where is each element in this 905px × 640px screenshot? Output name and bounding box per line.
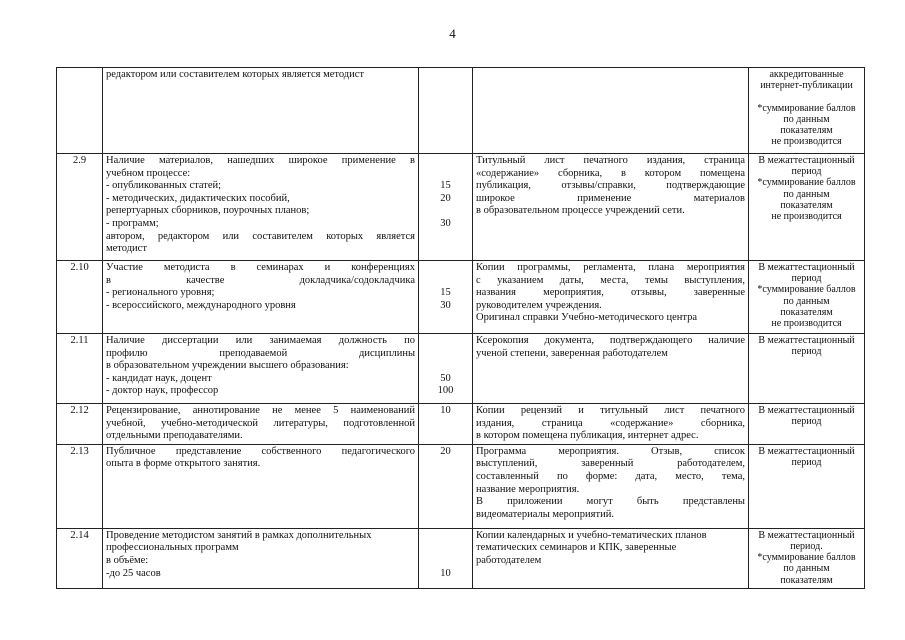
cell-line: 30 bbox=[440, 299, 451, 311]
criterion-cell bbox=[103, 528, 419, 588]
points-cell bbox=[419, 154, 473, 261]
table-row bbox=[57, 444, 865, 528]
cell-line: Программа мероприятия. Отзыв, список bbox=[476, 445, 745, 457]
cell-line: Участие методиста в семинарах и конференциях bbox=[106, 262, 415, 273]
cell-line: Публичное представление собственного педагогического bbox=[106, 445, 415, 457]
cell-line: в образовательном учреждении высшего образования: bbox=[106, 360, 349, 372]
points-cell bbox=[419, 261, 473, 334]
table-row bbox=[57, 261, 865, 334]
table-row bbox=[57, 528, 865, 588]
cell-line: аккредитованные bbox=[769, 69, 844, 80]
cell-line: профилю преподаваемой дисциплины bbox=[106, 347, 415, 359]
cell-line: 20 bbox=[440, 192, 451, 204]
item-number: 2.11 bbox=[57, 334, 103, 404]
cell-line: *суммирование баллов bbox=[757, 552, 856, 564]
cell-line: руководителем учреждения. bbox=[476, 299, 602, 311]
cell-line: ученой степени, заверенная работодателем bbox=[476, 347, 668, 359]
criterion-cell bbox=[103, 261, 419, 334]
item-number: 2.14 bbox=[57, 528, 103, 588]
cell-line: методист bbox=[106, 243, 147, 255]
note-cell bbox=[749, 68, 865, 154]
cell-line: в объёме: bbox=[106, 554, 149, 566]
cell-line: не производится bbox=[771, 136, 842, 148]
table-row bbox=[57, 154, 865, 261]
cell-line: в котором помещена публикация, интернет адрес. bbox=[476, 430, 699, 442]
item-number: 2.10 bbox=[57, 261, 103, 334]
cell-line: - всероссийского, международного уровня bbox=[106, 299, 296, 311]
cell-line: 15 bbox=[440, 287, 451, 299]
cell-line bbox=[422, 275, 469, 288]
cell-line: Копии рецензий и титульный лист печатного bbox=[476, 405, 745, 416]
cell-line: - регионального уровня; bbox=[106, 287, 215, 299]
cell-line: показателям bbox=[780, 199, 833, 211]
points-cell bbox=[419, 404, 473, 445]
documents-cell bbox=[473, 68, 749, 154]
cell-line: период bbox=[791, 456, 822, 468]
cell-line bbox=[422, 360, 469, 373]
cell-line bbox=[752, 91, 861, 102]
cell-line: - доктор наук, профессор bbox=[106, 385, 219, 397]
points-cell bbox=[419, 334, 473, 404]
cell-line: *суммирование баллов bbox=[757, 284, 856, 296]
criterion-cell bbox=[103, 444, 419, 528]
cell-line: Копии программы, регламента, плана мероприятия bbox=[476, 262, 745, 273]
criterion-cell bbox=[103, 404, 419, 445]
table-row bbox=[57, 404, 865, 445]
cell-line: профессиональных программ bbox=[106, 542, 239, 554]
cell-line: по данным bbox=[783, 563, 830, 575]
cell-line: «содержание» сборника, в котором помещена bbox=[476, 167, 745, 179]
cell-line: Титульный лист печатного издания, страница bbox=[476, 155, 745, 166]
cell-line bbox=[422, 168, 469, 181]
cell-line: с указанием даты, места, темы выступления, bbox=[476, 274, 745, 286]
cell-line: период bbox=[791, 416, 822, 428]
cell-line: в образовательном процессе учреждений сети. bbox=[476, 205, 685, 217]
cell-line: Рецензирование, аннотирование не менее 5 наименований bbox=[106, 405, 415, 416]
cell-line: по данным bbox=[783, 188, 830, 200]
cell-line: *суммирование баллов bbox=[757, 102, 856, 114]
documents-cell bbox=[473, 334, 749, 404]
points-cell bbox=[419, 528, 473, 588]
cell-line: период bbox=[791, 346, 822, 358]
criteria-table bbox=[56, 67, 865, 589]
cell-line: - программ; bbox=[106, 217, 159, 229]
cell-line: В межаттестационный bbox=[758, 529, 855, 541]
cell-line: - опубликованных статей; bbox=[106, 180, 222, 192]
note-cell bbox=[749, 404, 865, 445]
cell-line bbox=[422, 205, 469, 218]
cell-line: Проведение методистом занятий в рамках дополнительных bbox=[106, 529, 372, 541]
cell-line: *суммирование баллов bbox=[757, 177, 856, 189]
cell-line: показателям bbox=[780, 574, 833, 586]
note-cell bbox=[749, 154, 865, 261]
cell-line: В межаттестационный bbox=[758, 405, 855, 416]
item-number: 2.9 bbox=[57, 154, 103, 261]
cell-line: работодателем bbox=[476, 554, 542, 566]
page-number: 4 bbox=[449, 26, 456, 41]
cell-line: видеоматериалы мероприятий. bbox=[476, 508, 614, 520]
cell-line bbox=[422, 335, 469, 348]
cell-line bbox=[422, 542, 469, 555]
cell-line: широкое применение материалов bbox=[476, 192, 745, 204]
cell-line: тематических семинаров и КПК, заверенные bbox=[476, 542, 677, 554]
table-row bbox=[57, 334, 865, 404]
cell-line: -до 25 часов bbox=[106, 567, 161, 579]
note-cell bbox=[749, 334, 865, 404]
cell-line: 10 bbox=[440, 405, 451, 416]
documents-cell bbox=[473, 444, 749, 528]
cell-line: В межаттестационный bbox=[758, 335, 855, 346]
criterion-cell bbox=[103, 154, 419, 261]
item-number bbox=[57, 68, 103, 154]
cell-line: - методических, дидактических пособий, bbox=[106, 192, 290, 204]
criterion-cell bbox=[103, 334, 419, 404]
cell-line: выступлений, заверенный работодателем, bbox=[476, 458, 745, 470]
cell-line: интернет-публикации bbox=[760, 80, 853, 92]
cell-line: В приложении могут быть представлены bbox=[476, 496, 745, 508]
cell-line: по данным bbox=[783, 113, 830, 125]
cell-line: Оригинал справки Учебно-методического центра bbox=[476, 312, 697, 324]
documents-cell bbox=[473, 404, 749, 445]
cell-line: публикация, отзывы/справки, подтверждающие bbox=[476, 180, 745, 192]
cell-line: 10 bbox=[440, 567, 451, 579]
cell-line: В межаттестационный bbox=[758, 155, 855, 166]
cell-line: В межаттестационный bbox=[758, 445, 855, 457]
cell-line: Наличие материалов, нашедших широкое применение в bbox=[106, 155, 415, 166]
cell-line: 30 bbox=[440, 217, 451, 229]
cell-line: В межаттестационный bbox=[758, 262, 855, 273]
documents-cell bbox=[473, 261, 749, 334]
cell-line: издания, страница «содержание» сборника, bbox=[476, 417, 745, 429]
cell-line: автором, редактором или составителем которых является bbox=[106, 230, 415, 242]
note-cell bbox=[749, 261, 865, 334]
cell-line: Ксерокопия документа, подтверждающего наличие bbox=[476, 335, 745, 346]
cell-line: не производится bbox=[771, 318, 842, 330]
cell-line: - кандидат наук, доцент bbox=[106, 372, 212, 384]
note-cell bbox=[749, 528, 865, 588]
cell-line: название мероприятия. bbox=[476, 483, 580, 495]
points-cell bbox=[419, 444, 473, 528]
cell-line: в качестве докладчика/содокладчика bbox=[106, 274, 415, 286]
cell-line: репертуарных сборников, поурочных планов; bbox=[106, 205, 310, 217]
cell-line: учебном процессе: bbox=[106, 167, 191, 179]
documents-cell bbox=[473, 528, 749, 588]
cell-line: отдельными преподавателями. bbox=[106, 430, 243, 442]
cell-line: составленный по форме: дата, место, тема, bbox=[476, 470, 745, 482]
cell-line: Копии календарных и учебно-тематических планов bbox=[476, 529, 707, 541]
cell-line: не производится bbox=[771, 211, 842, 223]
item-number: 2.13 bbox=[57, 444, 103, 528]
documents-cell bbox=[473, 154, 749, 261]
points-cell bbox=[419, 68, 473, 154]
cell-line: период bbox=[791, 166, 822, 178]
cell-line: 15 bbox=[440, 180, 451, 192]
cell-line: Наличие диссертации или занимаемая должность по bbox=[106, 335, 415, 346]
cell-line: 20 bbox=[440, 445, 451, 457]
table-row bbox=[57, 68, 865, 154]
criterion-cell bbox=[103, 68, 419, 154]
item-number: 2.12 bbox=[57, 404, 103, 445]
note-cell bbox=[749, 444, 865, 528]
cell-line: период bbox=[791, 273, 822, 285]
cell-line bbox=[422, 262, 469, 275]
cell-line: показателям bbox=[780, 125, 833, 137]
cell-line: названия мероприятия, отзывы, заверенные bbox=[476, 287, 745, 299]
cell-line bbox=[422, 530, 469, 543]
cell-line: 100 bbox=[437, 385, 454, 397]
cell-line: 50 bbox=[440, 372, 451, 384]
cell-line: период. bbox=[790, 540, 823, 552]
cell-line: опыта в форме открытого занятия. bbox=[106, 458, 261, 470]
cell-line: редактором или составителем которых является методист bbox=[106, 69, 364, 80]
cell-line bbox=[422, 155, 469, 168]
cell-line: учебной, учебно-методической литературы, подготовленной bbox=[106, 417, 415, 429]
cell-line: показателям bbox=[780, 306, 833, 318]
cell-line bbox=[422, 348, 469, 361]
cell-line: по данным bbox=[783, 295, 830, 307]
cell-line bbox=[422, 555, 469, 568]
